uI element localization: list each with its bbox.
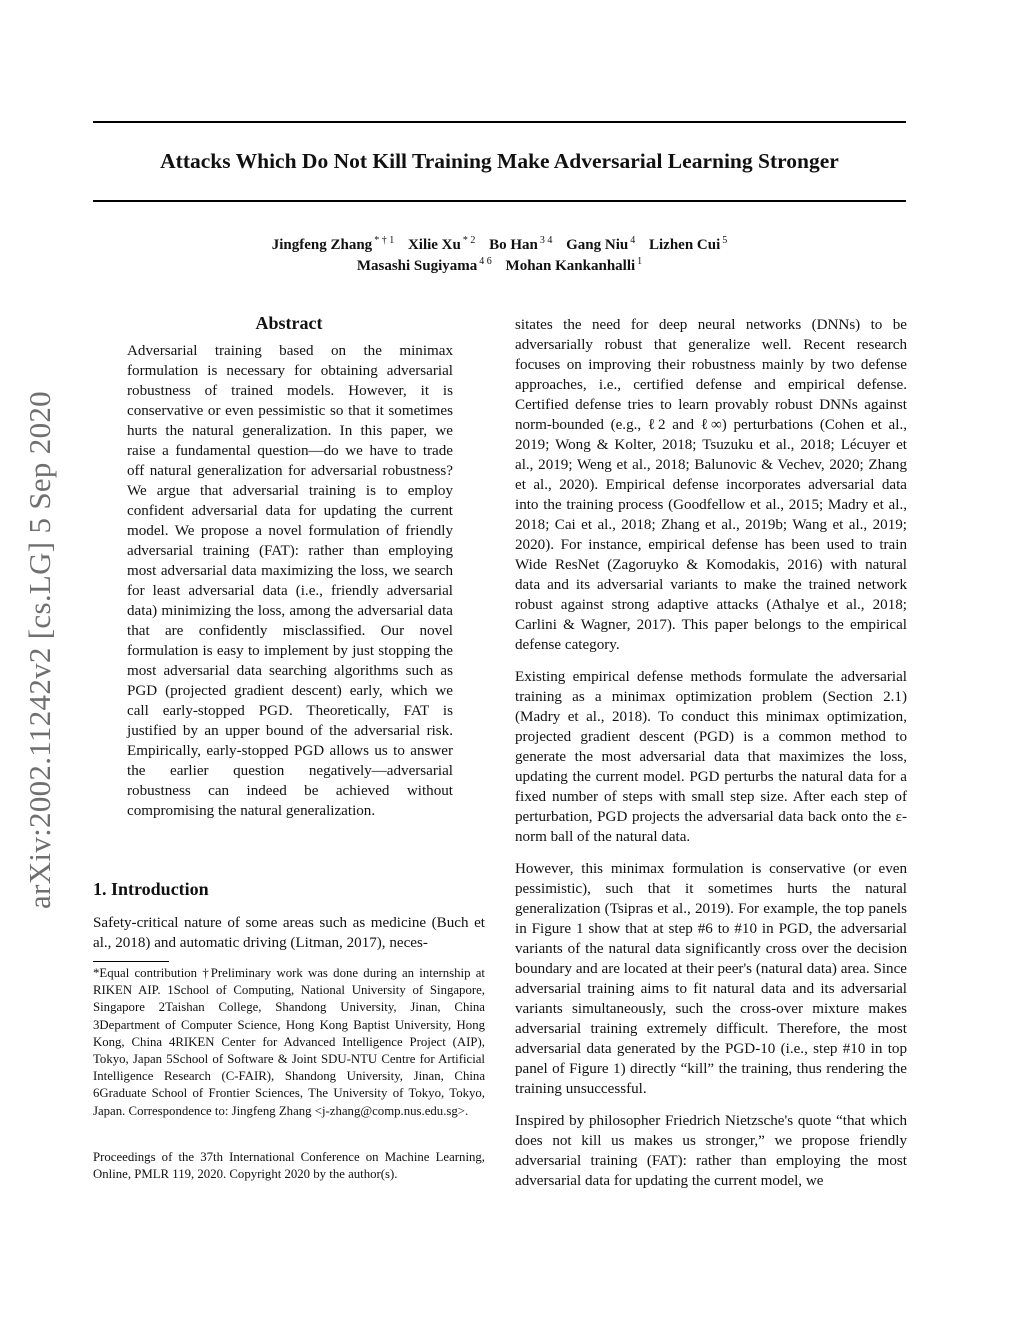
author-line-1 xyxy=(93,235,906,256)
title-top-rule xyxy=(93,121,906,123)
paragraph: sitates the need for deep neural networks (DNNs) to be adversarially robust that generalize well. Recent research focuses on improving their robustness mainly by two defense approaches, i.e., certified defense and empirical defense. Certified defense tries to learn provably robust DNNs against norm-bounded (e.g., ℓ2 and ℓ∞) perturbations (Cohen et al., 2019; Wong & Kolter, 2018; Tsuzuku et al., 2018; Lécuyer et al., 2019; Weng et al., 2018; Balunovic & Vechev, 2020; Zhang et al., 2020). Empirical defense incorporates adversarial data into the training process (Goodfellow et al., 2015; Madry et al., 2018; Cai et al., 2018; Zhang et al., 2019b; Wang et al., 2019; 2020). For instance, empirical defense has been used to train Wide ResNet (Zagoruyko & Komodakis, 2016) with natural data and its adversarial variants to make the trained network robust against strong adaptive attacks (Athalye et al., 2018; Carlini & Wagner, 2017). This paper belongs to the empirical defense category. xyxy=(515,317,907,653)
arxiv-identifier: arXiv:2002.11242v2 [cs.LG] 5 Sep 2020 xyxy=(22,391,57,909)
author: Mohan Kankanhalli $^1$ xyxy=(505,256,643,274)
right-column xyxy=(515,315,907,1203)
author: Lizhen Cui $^5$ xyxy=(648,235,728,253)
section-heading-introduction: 1. Introduction xyxy=(93,879,209,899)
title-bottom-rule xyxy=(93,200,906,202)
paper-title: Attacks Which Do Not Kill Training Make Adversarial Learning Stronger xyxy=(160,149,839,173)
author-line-2 xyxy=(93,256,906,277)
author: Xilie Xu $^{* 2}$ xyxy=(407,235,476,253)
paragraph: Existing empirical defense methods formulate the adversarial training as a minimax optimization problem (Section 2.1) (Madry et al., 2018). To conduct this minimax optimization, projected gradient descent (PGD) is a common method to generate the most adversarial data that maximizes the loss, updating the current model. PGD perturbs the natural data for a fixed number of steps with small step size. After each step of perturbation, PGD projects the adversarial data back onto the ε-norm ball of the natural data. xyxy=(515,669,907,845)
paragraph: However, this minimax formulation is conservative (or even pessimistic), such that it sometimes hurts the natural generalization (Tsipras et al., 2019). For example, the top panels in Figure 1 show that at step #6 to #10 in PGD, the adversarial variants of the natural data significantly cross over the decision boundary and are located at their peer's (natural data) area. Since adversarial training aims to fit natural data and its adversarial variants simultaneously, such the cross-over mixture makes adversarial training extremely difficult. Therefore, the most adversarial data generated by the PGD-10 (i.e., step #10 in top panel of Figure 1) directly “kill” the training, thus rendering the training unsuccessful. xyxy=(515,861,907,1097)
footnote-rule xyxy=(93,961,169,962)
abstract-text: Adversarial training based on the minimax formulation is necessary for obtaining adversarial robustness of trained models. However, it is conservative or even pessimistic so that it sometimes hurts the natural generalization. In this paper, we raise a fundamental question—do we have to trade off natural generalization for adversarial robustness? We argue that adversarial training is to employ confident adversarial data for updating the current model. We propose a novel formulation of friendly adversarial training (FAT): rather than employing most adversarial data maximizing the loss, we search for least adversarial data (i.e., friendly adversarial data) minimizing the loss, among the adversarial data that are confidently misclassified. Our novel formulation is easy to implement by just stopping the most adversarial data searching algorithms such as PGD (projected gradient descent) early, which we call early-stopped PGD. Theoretically, FAT is justified by an upper bound of the adversarial risk. Empirically, early-stopped PGD allows us to answer the earlier question negatively—adversarial robustness can indeed be achieved without compromising the natural generalization. xyxy=(127,343,453,819)
author: Jingfeng Zhang $^{* \dagger 1}$ xyxy=(271,235,395,253)
author: Bo Han $^{3 4}$ xyxy=(489,235,553,253)
intro-text: Safety-critical nature of some areas such as medicine (Buch et al., 2018) and automatic driving (Litman, 2017), neces- xyxy=(93,915,485,951)
paragraph: Inspired by philosopher Friedrich Nietzsche's quote “that which does not kill us makes us stronger,” we propose friendly adversarial training (FAT): rather than employing the most adversarial data for updating the current model, we xyxy=(515,1113,907,1189)
affiliation-footnote: *Equal contribution †Preliminary work was done during an internship at RIKEN AIP. 1School of Computing, National University of Singapore, Singapore 2Taishan College, Shandong University, Jinan, China 3Department of Computer Science, Hong Kong Baptist University, Hong Kong, China 4RIKEN Center for Advanced Intelligence Project (AIP), Tokyo, Japan 5School of Software & Joint SDU-NTU Centre for Artificial Intelligence Research (C-FAIR), Shandong University, Jinan, China 6Graduate School of Frontier Sciences, The University of Tokyo, Tokyo, Japan. Correspondence to: Jingfeng Zhang <j-zhang@comp.nus.edu.sg>. xyxy=(93,966,485,1118)
proceedings-note: Proceedings of the 37th International Conference on Machine Learning, Online, PMLR 119, 2020. Copyright 2020 by the author(s). xyxy=(93,1150,485,1182)
abstract-heading: Abstract xyxy=(255,313,323,333)
author: Masashi Sugiyama $^{4 6}$ xyxy=(356,256,492,274)
author: Gang Niu $^4$ xyxy=(566,235,636,253)
author-list xyxy=(93,235,906,277)
